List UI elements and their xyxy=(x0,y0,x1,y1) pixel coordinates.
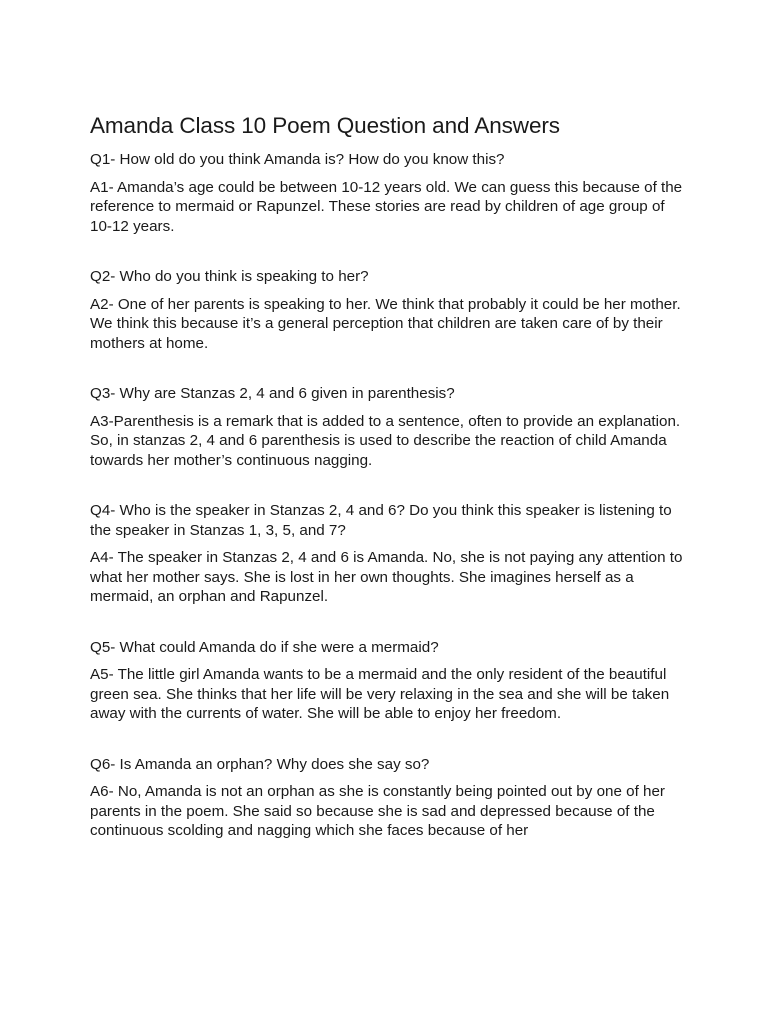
question-1: Q1- How old do you think Amanda is? How do you know this? xyxy=(90,151,505,168)
answer-6: A6- No, Amanda is not an orphan as she is constantly being pointed out by one of her parents in the poem. She said so because she is sad and depressed because of the continuous scolding and nagging which she faces because of her xyxy=(90,783,665,839)
qa-block-5 xyxy=(90,638,690,724)
qa-block-2 xyxy=(90,267,690,353)
question-3: Q3- Why are Stanzas 2, 4 and 6 given in parenthesis? xyxy=(90,385,455,402)
answer-2: A2- One of her parents is speaking to her. We think that probably it could be her mother. We think this because it’s a general perception that children are taken care of by their mothers at home. xyxy=(90,295,681,352)
qa-block-1 xyxy=(90,150,690,236)
question-4: Q4- Who is the speaker in Stanzas 2, 4 and 6? Do you think this speaker is listening to the speaker in Stanzas 1, 3, 5, and 7? xyxy=(90,502,672,539)
answer-1: A1- Amanda’s age could be between 10-12 years old. We can guess this because of the reference to mermaid or Rapunzel. These stories are read by children of age group of 10-12 years. xyxy=(90,178,683,235)
question-6: Q6- Is Amanda an orphan? Why does she say so? xyxy=(90,755,430,773)
answer-4: A4- The speaker in Stanzas 2, 4 and 6 is Amanda. No, she is not paying any attention to what her mother says. She is lost in her own thoughts. She imagines herself as a mermaid, an orphan and Rapunzel. xyxy=(90,549,683,605)
answer-5: A5- The little girl Amanda wants to be a mermaid and the only resident of the beautiful green sea. She thinks that her life will be very relaxing in the sea and she will be taken away with the currents of water. She will be able to enjoy her freedom. xyxy=(90,666,670,722)
answer-3: A3-Parenthesis is a remark that is added to a sentence, often to provide an explanation. So, in stanzas 2, 4 and 6 parenthesis is used to describe the reaction of child Amanda towards her mother’s continuous nagging. xyxy=(90,412,681,469)
document-body xyxy=(90,112,690,872)
question-2: Q2- Who do you think is speaking to her? xyxy=(90,268,369,285)
qa-block-4 xyxy=(90,501,690,607)
qa-block-6 xyxy=(90,755,690,841)
qa-block-3 xyxy=(90,384,690,470)
question-5: Q5- What could Amanda do if she were a mermaid? xyxy=(90,638,439,656)
document-title: Amanda Class 10 Poem Question and Answers xyxy=(90,113,560,138)
